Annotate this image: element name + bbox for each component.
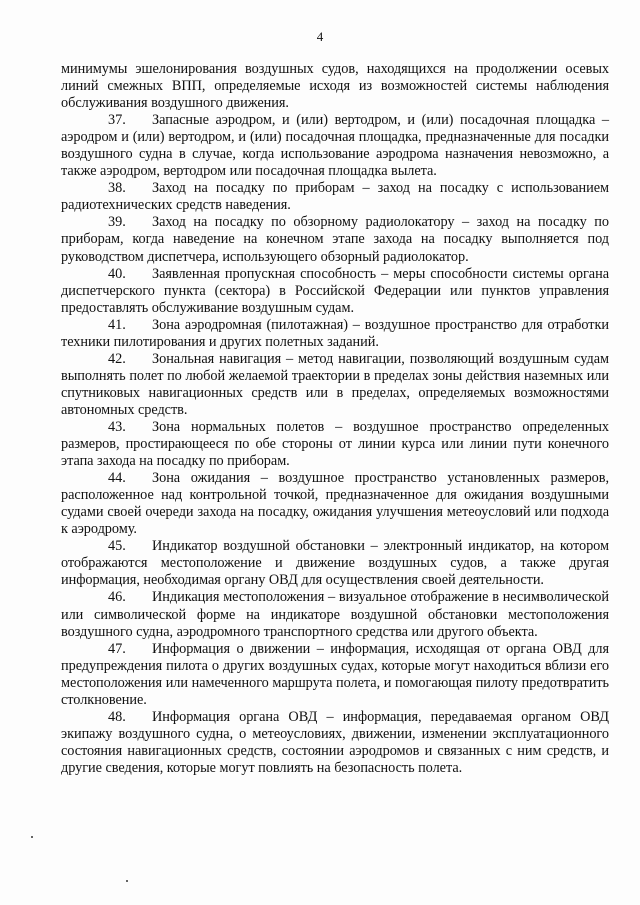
item-text: Зональная навигация – метод навигации, позволяющий воздушным судам выполнять полет по любой желаемой траектории в пределах зоны действия наземных или спутниковых навигационных средств или в пределах, определяемых возможностями автономных средств.	[61, 350, 609, 418]
item-text: Зона нормальных полетов – воздушное пространство определенных размеров, простирающееся по обе стороны от линии курса или линии пути конечного этапа захода на посадку по приборам.	[61, 418, 609, 470]
item-number: 47.	[108, 640, 126, 657]
item-text: Запасные аэродром, и (или) вертодром, и (или) посадочная площадка – аэродром и (или) вертодром, и (или) посадочная площадка, предназначенные для посадки воздушного судна в случае, когда использование аэродрома назначения невозможно, а также аэродром, вертодром или посадочная площадка вылета.	[61, 112, 609, 180]
definition-paragraph	[61, 419, 609, 470]
item-number: 37.	[108, 112, 126, 129]
definition-paragraph	[61, 266, 609, 317]
item-text: Индикатор воздушной обстановки – электронный индикатор, на котором отображаются местоположение и движение воздушных судов, а также другая информация, необходимая органу ОВД для осуществления своей деятельности.	[61, 538, 609, 589]
definition-paragraph	[61, 112, 609, 180]
item-number: 42.	[108, 350, 126, 367]
item-text: Заявленная пропускная способность – меры способности системы органа диспетчерского пункта (сектора) в Российской Федерации или пунктов управления предоставлять обслуживание воздушным судам.	[61, 265, 609, 316]
item-number: 39.	[108, 214, 126, 231]
definition-paragraph	[61, 317, 609, 351]
definition-paragraph	[61, 589, 609, 640]
item-number: 46.	[108, 589, 126, 606]
definition-paragraph	[61, 470, 609, 538]
definition-paragraph	[61, 709, 609, 777]
item-number: 41.	[108, 316, 126, 333]
item-text: Зона ожидания – воздушное пространство установленных размеров, расположенное над контрольной точкой, предназначенное для ожидания воздушными судами своей очереди захода на посадку, ожидания улучшения метеоусловий или подхода к аэродрому.	[61, 470, 609, 538]
item-number: 45.	[108, 538, 126, 555]
item-text: Информация о движении – информация, исходящая от органа ОВД для предупреждения пилота о других воздушных судах, которые могут находиться вблизи его местоположения или намеченного маршрута полета, и помогающая пилоту предотвратить столкновение.	[61, 640, 609, 708]
item-number: 48.	[108, 708, 126, 725]
item-number: 44.	[108, 470, 126, 487]
item-text: Заход на посадку по приборам – заход на посадку с использованием радиотехнических средств наведения.	[61, 180, 609, 214]
definition-paragraph	[61, 351, 609, 419]
item-text: Информация органа ОВД – информация, передаваемая органом ОВД экипажу воздушного судна, о метеоусловиях, движении, изменении эксплуатационного состояния навигационных средств, состоянии аэродромов и связанных с ним средств, и другие сведения, которые могут повлиять на безопасность полета.	[61, 708, 609, 776]
scan-speck	[31, 836, 33, 838]
item-number: 38.	[108, 180, 126, 197]
item-text: Индикация местоположения – визуальное отображение в несимволической или символической форме на индикаторе воздушной обстановки местоположения воздушного судна, аэродромного транспортного средства или другого объекта.	[61, 589, 609, 640]
document-body	[61, 61, 609, 777]
definition-paragraph	[61, 180, 609, 214]
intro-paragraph: минимумы эшелонирования воздушных судов, находящихся на продолжении осевых линий смежных ВПП, определяемые исходя из возможностей системы наблюдения обслуживания воздушного движения.	[61, 61, 609, 112]
definition-paragraph	[61, 538, 609, 589]
item-number: 40.	[108, 265, 126, 282]
scan-speck	[126, 880, 128, 882]
definition-paragraph	[61, 641, 609, 709]
item-text: Зона аэродромная (пилотажная) – воздушное пространство для отработки техники пилотирования и других полетных заданий.	[61, 316, 609, 350]
item-number: 43.	[108, 418, 126, 435]
definition-paragraph	[61, 214, 609, 265]
page-number: 4	[316, 29, 324, 44]
item-text: Заход на посадку по обзорному радиолокатору – заход на посадку по приборам, когда наведение на конечном этапе захода на посадку выполняется под руководством диспетчера, использующего обзорный радиолокатор.	[61, 214, 609, 265]
